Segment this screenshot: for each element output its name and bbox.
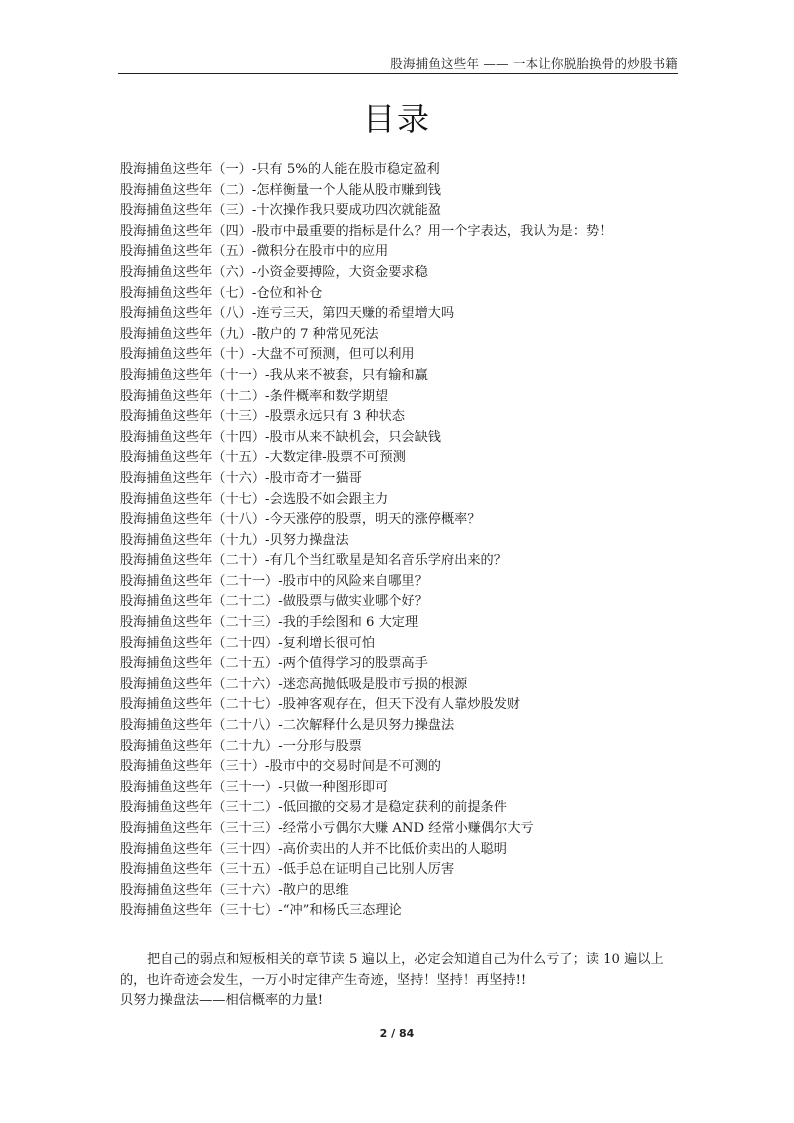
toc-entry[interactable]: 股海捕鱼这些年（二十四）-复利增长很可怕	[120, 635, 376, 651]
toc-entry[interactable]: 股海捕鱼这些年（十九）-贝努力操盘法	[120, 532, 349, 548]
toc-entry[interactable]: 股海捕鱼这些年（十一）-我从来不被套，只有输和赢	[120, 367, 428, 383]
slogan: 贝努力操盘法——相信概率的力量!	[120, 993, 324, 1009]
page-title: 目录	[362, 100, 431, 138]
toc-entry[interactable]: 股海捕鱼这些年（一）-只有 5%的人能在股市稳定盈利	[120, 162, 440, 177]
toc-entry[interactable]: 股海捕鱼这些年（二十三）-我的手绘图和 6 大定理	[120, 615, 419, 631]
toc-entry[interactable]: 股海捕鱼这些年（三十四）-高价卖出的人并不比低价卖出的人聪明	[120, 841, 507, 857]
table-of-contents	[120, 160, 690, 922]
toc-entry[interactable]: 股海捕鱼这些年（二十）-有几个当红歌星是知名音乐学府出来的？	[120, 553, 507, 569]
toc-entry[interactable]: 股海捕鱼这些年（三十）-股市中的交易时间是不可测的	[120, 759, 441, 775]
toc-entry[interactable]: 股海捕鱼这些年（八）-连亏三天，第四天赚的希望增大吗	[120, 306, 455, 322]
toc-entry[interactable]: 股海捕鱼这些年（二十二）-做股票与做实业哪个好？	[120, 594, 428, 610]
toc-entry[interactable]: 股海捕鱼这些年（十四）-股市从来不缺机会，只会缺钱	[120, 429, 441, 445]
toc-entry[interactable]: 股海捕鱼这些年（三十五）-低手总在证明自己比别人厉害	[120, 862, 455, 878]
toc-entry[interactable]: 股海捕鱼这些年（二十七）-股神客观存在，但天下没有人靠炒股发财	[120, 697, 521, 713]
toc-entry[interactable]: 股海捕鱼这些年（二十五）-两个值得学习的股票高手	[120, 656, 428, 672]
toc-entry[interactable]: 股海捕鱼这些年（二十八）-二次解释什么是贝努力操盘法	[120, 718, 455, 734]
toc-entry[interactable]: 股海捕鱼这些年（二十六）-迷恋高抛低吸是股市亏损的根源	[120, 676, 468, 692]
toc-entry[interactable]: 股海捕鱼这些年（十三）-股票永远只有 3 种状态	[120, 409, 405, 425]
toc-entry[interactable]: 股海捕鱼这些年（二）-怎样衡量一个人能从股市赚到钱	[120, 182, 441, 198]
running-header: 股海捕鱼这些年 —— 一本让你脱胎换骨的炒股书籍	[390, 56, 678, 71]
toc-entry[interactable]: 股海捕鱼这些年（十八）-今天涨停的股票，明天的涨停概率？	[120, 512, 481, 528]
toc-entry[interactable]: 股海捕鱼这些年（三十一）-只做一种图形即可	[120, 779, 389, 795]
toc-entry[interactable]: 股海捕鱼这些年（二十九）-一分形与股票	[120, 738, 362, 754]
toc-entry[interactable]: 股海捕鱼这些年（四）-股市中最重要的指标是什么？用一个字表达，我认为是：势！	[120, 223, 613, 239]
toc-entry[interactable]: 股海捕鱼这些年（三十三）-经常小亏偶尔大赚 AND 经常小赚偶尔大亏	[120, 821, 534, 836]
toc-entry[interactable]: 股海捕鱼这些年（十二）-条件概率和数学期望	[120, 388, 389, 404]
toc-entry[interactable]: 股海捕鱼这些年（十）-大盘不可预测，但可以利用	[120, 347, 415, 363]
toc-entry[interactable]: 股海捕鱼这些年（五）-微积分在股市中的应用	[120, 244, 389, 260]
toc-entry[interactable]: 股海捕鱼这些年（二十一）-股市中的风险来自哪里？	[120, 573, 428, 589]
toc-entry[interactable]: 股海捕鱼这些年（十七）-会选股不如会跟主力	[120, 491, 389, 507]
toc-entry[interactable]: 股海捕鱼这些年（三十六）-散户的思维	[120, 882, 349, 898]
toc-entry[interactable]: 股海捕鱼这些年（十六）-股市奇才一猫哥	[120, 470, 362, 486]
page-number: 2 / 84	[379, 1027, 415, 1040]
toc-entry[interactable]: 股海捕鱼这些年（六）-小资金要搏险，大资金要求稳	[120, 264, 428, 280]
closing-notes	[120, 950, 680, 1012]
advice-paragraph: 把自己的弱点和短板相关的章节读 5 遍以上，必定会知道自己为什么亏了；读 10 遍以上的，也许奇迹会发生，一万小时定律产生奇迹，坚持！坚持！再坚持!!	[120, 952, 664, 988]
toc-entry[interactable]: 股海捕鱼这些年（九）-散户的 7 种常见死法	[120, 326, 379, 342]
toc-entry[interactable]: 股海捕鱼这些年（三）-十次操作我只要成功四次就能盈	[120, 203, 441, 219]
toc-entry[interactable]: 股海捕鱼这些年（七）-仓位和补仓	[120, 285, 323, 301]
header-divider	[118, 73, 678, 74]
toc-entry[interactable]: 股海捕鱼这些年（三十二）-低回撤的交易才是稳定获利的前提条件	[120, 800, 507, 816]
toc-entry[interactable]: 股海捕鱼这些年（十五）-大数定律-股票不可预测	[120, 450, 406, 466]
toc-entry[interactable]: 股海捕鱼这些年（三十七）-“冲”和杨氏三态理论	[120, 903, 402, 919]
